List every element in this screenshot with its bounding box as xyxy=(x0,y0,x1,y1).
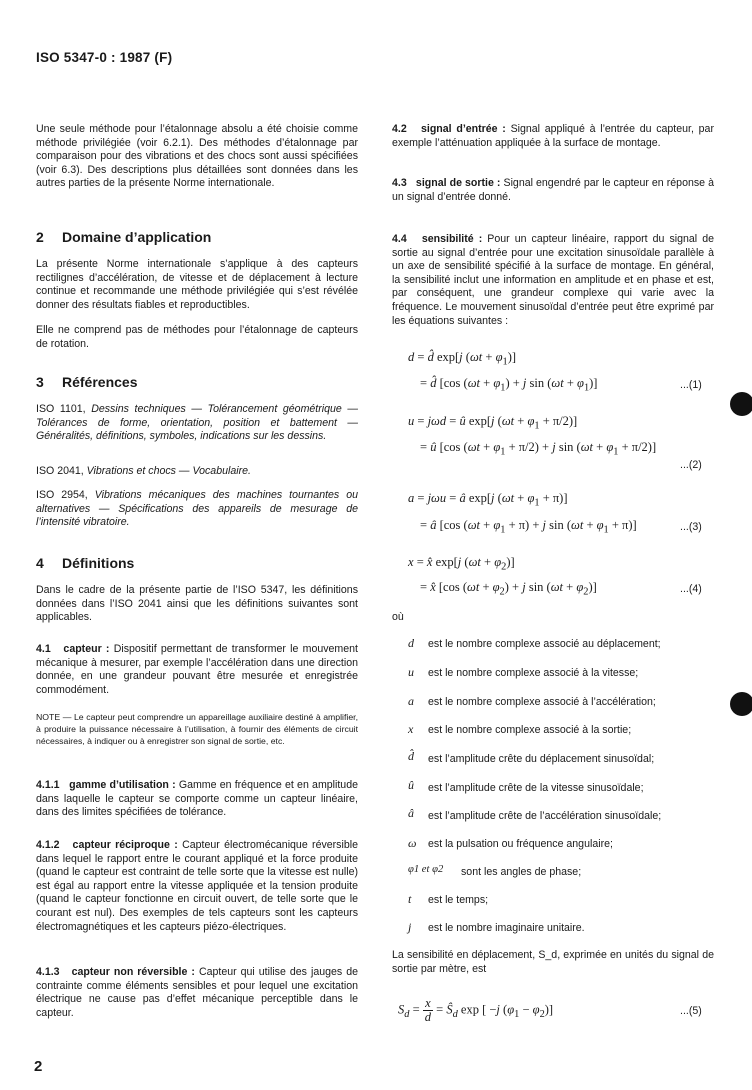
definition-term: signal d’entrée : xyxy=(420,123,506,135)
definition-number: 4.3 xyxy=(392,177,407,189)
definition-4-1 xyxy=(36,643,358,697)
where-label: où xyxy=(392,611,404,623)
equation-number: ...(2) xyxy=(680,459,702,471)
definition-text: Signal appliqué à l’entrée du capteur, par exemple l’atténuation appliquée à la surface de montage. xyxy=(392,123,714,149)
var-symbol: a xyxy=(408,694,414,708)
var-symbol: û xyxy=(408,778,414,792)
definition-text: Capteur électromécanique réversible dans lequel le rapport entre le courant appliqué et la force produite (quand le capteur est contraint de telle sorte que la vitesse est nulle) est égal au rapport entre la vitesse appliquée et la tension produite (quand le capteur fonctionne en circuit ouvert, de telle sorte que le courant est nul). Des exemples de tels capteurs sont les capteurs électromagnétiques et les capteurs piézo-électriques. xyxy=(36,839,358,933)
binder-hole xyxy=(730,392,752,416)
var-description: est la pulsation ou fréquence angulaire; xyxy=(428,838,613,850)
definition-term: sensibilité : xyxy=(421,233,483,245)
reference-code: ISO 2954, xyxy=(36,489,88,501)
reference-code: ISO 2041, xyxy=(36,465,84,477)
section-3-heading xyxy=(36,374,138,390)
var-symbol: φ1 et φ2 xyxy=(408,864,444,875)
var-description: est le nombre complexe associé au déplacement; xyxy=(428,638,661,650)
var-symbol: d xyxy=(408,636,414,650)
reference-iso-1101 xyxy=(36,403,358,444)
var-symbol: u xyxy=(408,665,414,679)
page-number: 2 xyxy=(34,1058,43,1075)
scope-paragraph-2: Elle ne comprend pas de méthodes pour l’étalonnage de capteurs de rotation. xyxy=(36,324,358,350)
equation-number: ...(5) xyxy=(680,1005,702,1017)
definition-term: capteur réciproque : xyxy=(72,839,178,851)
definition-4-1-3 xyxy=(36,966,358,1020)
reference-title: Dessins techniques — Tolérancement géométrique — Tolérances de forme, orientation, position et battement — Généralités, définitions, symboles, indications sur les dessins. xyxy=(36,403,358,443)
definition-text: Pour un capteur linéaire, rapport du signal de sortie au signal d’entrée pour une excitation sinusoïdale parallèle à un axe de sensibilité spécifié à la surface de montage. En général, la sensibilité inclut une information en amplitude et en phase et est, par conséquent, une grandeur complexe qui varie avec la fréquence. Le mouvement sinusoïdal d’entrée peut être exprimé par les équations suivantes : xyxy=(392,233,714,327)
displacement-sensitivity-text: La sensibilité en déplacement, S_d, exprimée en unités du signal de sortie par mètre, est xyxy=(392,949,714,975)
definition-text: Signal engendré par le capteur en réponse à un signal d’entrée donné. xyxy=(392,177,714,203)
definition-text: Dispositif permettant de transformer le mouvement mécanique à mesurer, par exemple l’accélération dans une direction donnée, en une grandeur pouvant être mesurée et enregistrée commodément. xyxy=(36,643,358,696)
definition-number: 4.1.1 xyxy=(36,779,60,791)
section-number: 3 xyxy=(36,374,44,390)
definition-note: NOTE — Le capteur peut comprendre un appareillage auxiliaire destiné à amplifier, à produire la puissance nécessaire à l’utilisation, à fournir des éléments de circuit nécessaires, à indiquer ou à enregistrer son signal de sortie, etc. xyxy=(36,712,358,746)
var-description: est l’amplitude crête de l’accélération sinusoïdale; xyxy=(428,810,662,822)
definition-term: capteur non réversible : xyxy=(71,966,195,978)
definition-number: 4.2 xyxy=(392,123,407,135)
equation-4-line-2: = x̂ [cos $(\omega t + \varphi_2) + j$ $\sin (\omega t + \varphi_2)$] xyxy=(420,580,597,598)
document-header: ISO 5347-0 : 1987 (F) xyxy=(36,50,173,65)
definition-number: 4.1.3 xyxy=(36,966,60,978)
var-description: est le nombre complexe associé à l’accélération; xyxy=(428,696,656,708)
reference-title: Vibrations et chocs — Vocabulaire. xyxy=(86,465,251,477)
definition-4-4 xyxy=(392,233,714,328)
var-symbol: d̂ xyxy=(408,749,414,763)
definition-4-2 xyxy=(392,123,714,150)
section-title: Domaine d’application xyxy=(62,229,212,245)
definition-number: 4.1 xyxy=(36,643,51,655)
definition-term: signal de sortie : xyxy=(415,177,501,189)
equation-5: $S_d = \frac{x}{d}$ = $Ŝ_d$ exp [ −j $(\varphi_1 - \varphi_2)$] xyxy=(398,996,554,1024)
scope-paragraph-1: La présente Norme internationale s’applique à des capteurs rectilignes d’accélération, de vitesse et de déplacement à lecture continue et recommande une méthode privilégiée qui s’est révélée donner des résultats fiables et reproductibles. xyxy=(36,258,358,311)
var-symbol: j xyxy=(408,920,412,934)
section-number: 4 xyxy=(36,555,44,571)
definition-4-3 xyxy=(392,177,714,204)
var-symbol: t xyxy=(408,892,412,906)
definition-text: Capteur qui utilise des jauges de contrainte comme éléments sensibles et pour lequel une excitation électrique ne cause pas d’effet mécanique perceptible dans le capteur. xyxy=(36,966,358,1019)
equation-number: ...(3) xyxy=(680,521,702,533)
definition-number: 4.4 xyxy=(392,233,407,245)
equation-1-line-1: d = d̂ exp[j $(\omega t + \varphi_1)$] xyxy=(408,350,517,368)
equation-3-line-1: a = jωu = â exp[j $(\omega t + \varphi_1 + \pi)$] xyxy=(408,491,568,509)
equation-1-line-2: = d̂ [cos $(\omega t + \varphi_1) + j$ $\sin (\omega t + \varphi_1)$] xyxy=(420,376,598,394)
equation-number: ...(4) xyxy=(680,583,702,595)
var-description: sont les angles de phase; xyxy=(461,866,582,878)
section-number: 2 xyxy=(36,229,44,245)
section-4-heading xyxy=(36,555,134,571)
var-symbol: x xyxy=(408,722,414,736)
var-description: est le nombre imaginaire unitaire. xyxy=(428,922,585,934)
definitions-intro: Dans le cadre de la présente partie de l’ISO 5347, les définitions données dans l’ISO 2041 ainsi que les définitions suivantes sont applicables. xyxy=(36,584,358,624)
section-title: Références xyxy=(62,374,138,390)
var-symbol: â xyxy=(408,806,414,820)
var-symbol: ω xyxy=(408,836,417,850)
definition-number: 4.1.2 xyxy=(36,839,60,851)
equation-3-line-2: = â [cos $(\omega t + \varphi_1 + \pi) + j$ $\sin (\omega t + \varphi_1 + \pi)$] xyxy=(420,518,637,536)
binder-hole xyxy=(730,692,752,716)
var-description: est le nombre complexe associé à la vitesse; xyxy=(428,667,639,679)
equation-number: ...(1) xyxy=(680,379,702,391)
definition-4-1-1 xyxy=(36,779,358,820)
var-description: est le temps; xyxy=(428,894,489,906)
section-title: Définitions xyxy=(62,555,135,571)
var-description: est l’amplitude crête de la vitesse sinusoïdale; xyxy=(428,782,644,794)
section-2-heading xyxy=(36,229,211,245)
definition-4-1-2 xyxy=(36,839,358,934)
equation-4-line-1: x = x̂ exp[j $(\omega t + \varphi_2)$] xyxy=(408,555,515,573)
reference-iso-2954 xyxy=(36,489,358,530)
reference-code: ISO 1101, xyxy=(36,403,86,415)
equation-2-line-2: = û [cos $(\omega t + \varphi_1 + \pi/2) + j$ $\sin (\omega t + \varphi_1 + \pi/2)$] xyxy=(420,440,657,458)
definition-term: gamme d’utilisation : xyxy=(69,779,176,791)
intro-paragraph: Une seule méthode pour l’étalonnage absolu a été choisie comme méthode privilégiée (voir 6.2.1). Des méthodes d’étalonnage par comparaison pour des vibrations et des chocs sont aussi spécifiées (voir 6.3). Des descriptions plus détaillées sont données dans les autres parties de la présente Norme internationale. xyxy=(36,123,358,190)
equation-2-line-1: u = jωd = û exp[j $(\omega t + \varphi_1 + \pi/2)$] xyxy=(408,414,578,432)
var-description: est l’amplitude crête du déplacement sinusoïdal; xyxy=(428,753,655,765)
definition-term: capteur : xyxy=(63,643,110,655)
definition-text: Gamme en fréquence et en amplitude dans laquelle le capteur se comporte comme un capteur linéaire, dans des limites spécifiées de tolérance. xyxy=(36,779,358,819)
reference-iso-2041 xyxy=(36,465,358,479)
reference-title: Vibrations mécaniques des machines tournantes ou alternatives — Spécifications des appareils de mesurage de l’intensité vibratoire. xyxy=(36,489,358,529)
var-description: est le nombre complexe associé à la sortie; xyxy=(428,724,632,736)
